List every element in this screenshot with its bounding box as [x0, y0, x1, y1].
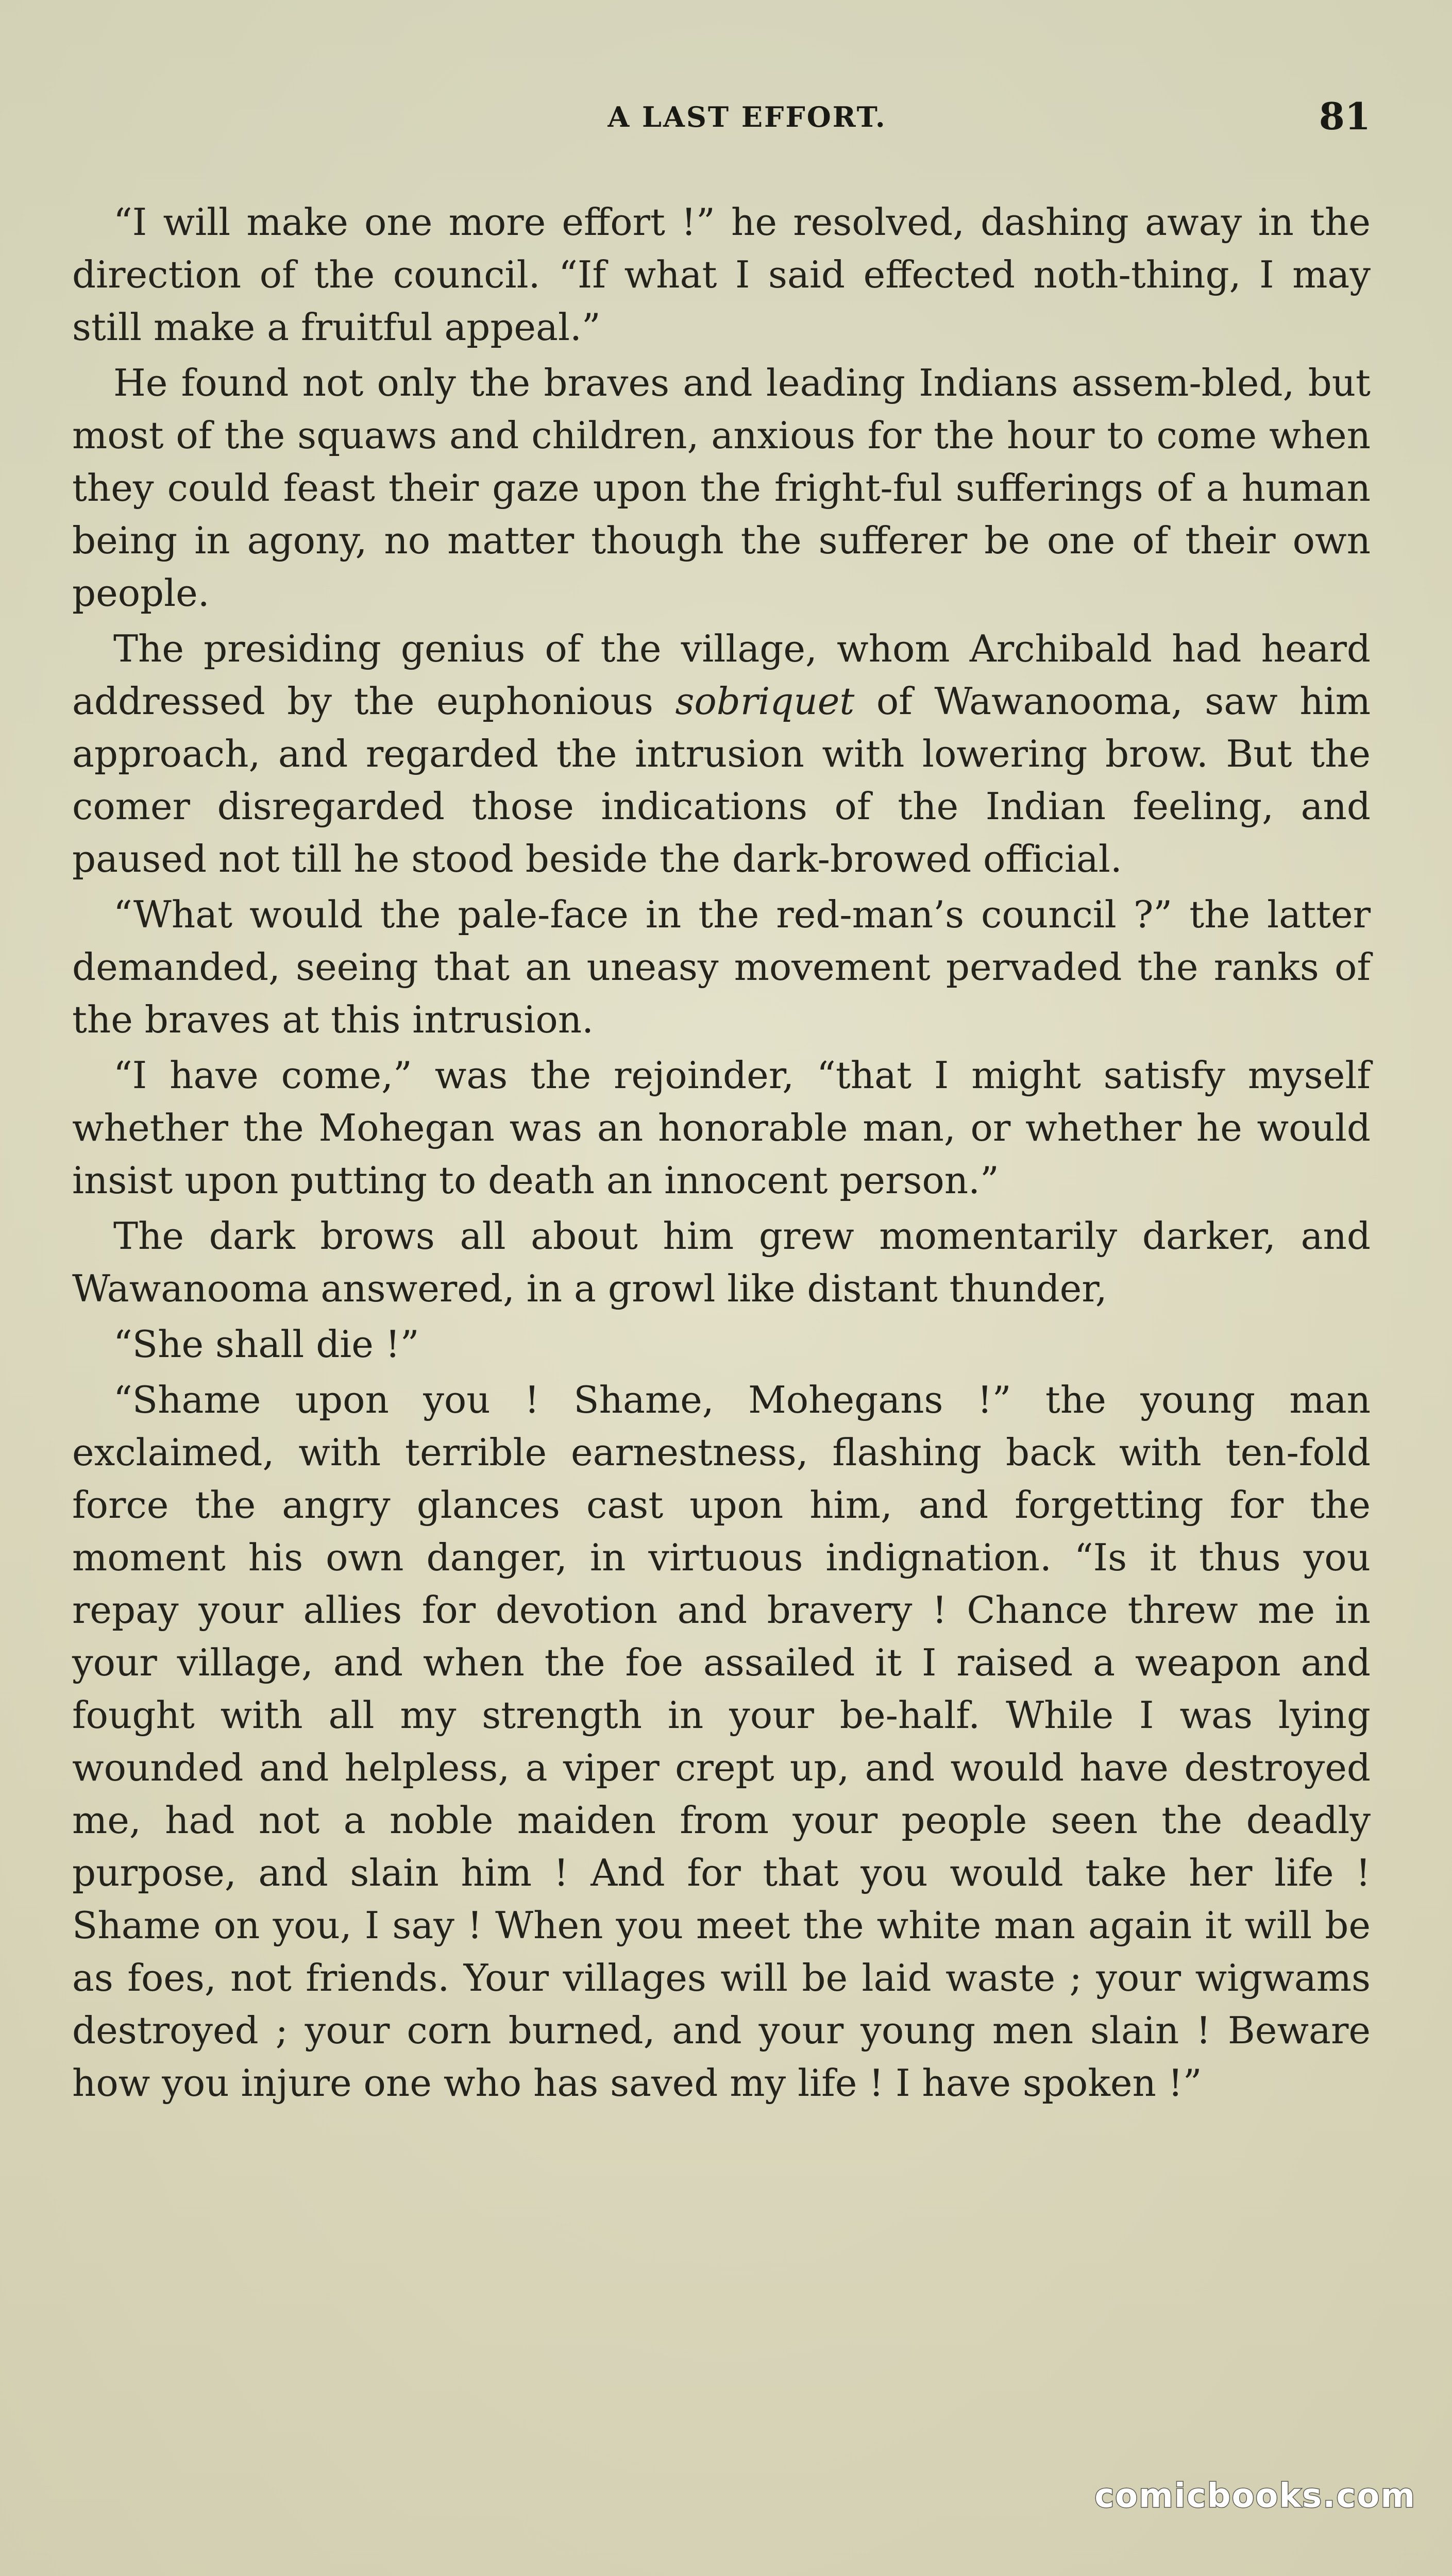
- paragraph-1: “I will make one more effort !” he resolved, dashing away in the direction of the council. “If what I said effected noth-thing, I may still make a fruitful appeal.”: [72, 200, 1371, 349]
- paragraph-3-before: The presiding genius of the village, whom Archibald had heard addressed by the euphonious: [72, 627, 1371, 723]
- paragraph-2: He found not only the braves and leading Indians assem-bled, but most of the squaws and children, anxious for the hour to come when they could feast their gaze upon the fright-ful sufferings of a human being in agony, no matter though the sufferer be one of their own people.: [72, 361, 1371, 615]
- watermark: comicbooks.com: [1094, 2477, 1416, 2515]
- paragraph-3-after: of Wawanooma, saw him approach, and regarded the intrusion with lowering brow. But the comer disregarded those indications of the Indian feeling, and paused not till he stood beside the dark-browed official.: [72, 680, 1371, 880]
- paragraph-3: [72, 622, 1371, 885]
- page-number: 81: [1319, 94, 1371, 138]
- running-head: A LAST EFFORT.: [607, 100, 887, 133]
- page-header: [124, 94, 1371, 147]
- paragraph-6: The dark brows all about him grew momentarily darker, and Wawanooma answered, in a growl like distant thunder,: [72, 1214, 1371, 1310]
- sobriquet-word: sobriquet: [675, 680, 855, 723]
- body-text: [72, 196, 1371, 2112]
- paragraph-5: “I have come,” was the rejoinder, “that I might satisfy myself whether the Mohegan was an honorable man, or whether he would insist upon putting to death an innocent person.”: [72, 1054, 1371, 1202]
- paragraph-7: “She shall die !”: [113, 1323, 419, 1366]
- paragraph-4: “What would the pale-face in the red-man’s council ?” the latter demanded, seeing that an uneasy movement pervaded the ranks of the braves at this intrusion.: [72, 893, 1371, 1041]
- paragraph-8: “Shame upon you ! Shame, Mohegans !” the young man exclaimed, with terrible earnestness, flashing back with ten-fold force the angry glances cast upon him, and forgetting for the moment his own danger, in virtuous indignation. “Is it thus you repay your allies for devotion and bravery ! Chance threw me in your village, and when the foe assailed it I raised a weapon and fought with all my strength in your be-half. While I was lying wounded and helpless, a viper crept up, and would have destroyed me, had not a noble maiden from your people seen the deadly purpose, and slain him ! And for that you would take her life ! Shame on you, I say ! When you meet the white man again it will be as foes, not friends. Your villages will be laid waste ; your wigwams destroyed ; your corn burned, and your young men slain ! Beware how you injure one who has saved my life ! I have spoken !”: [72, 1378, 1371, 2105]
